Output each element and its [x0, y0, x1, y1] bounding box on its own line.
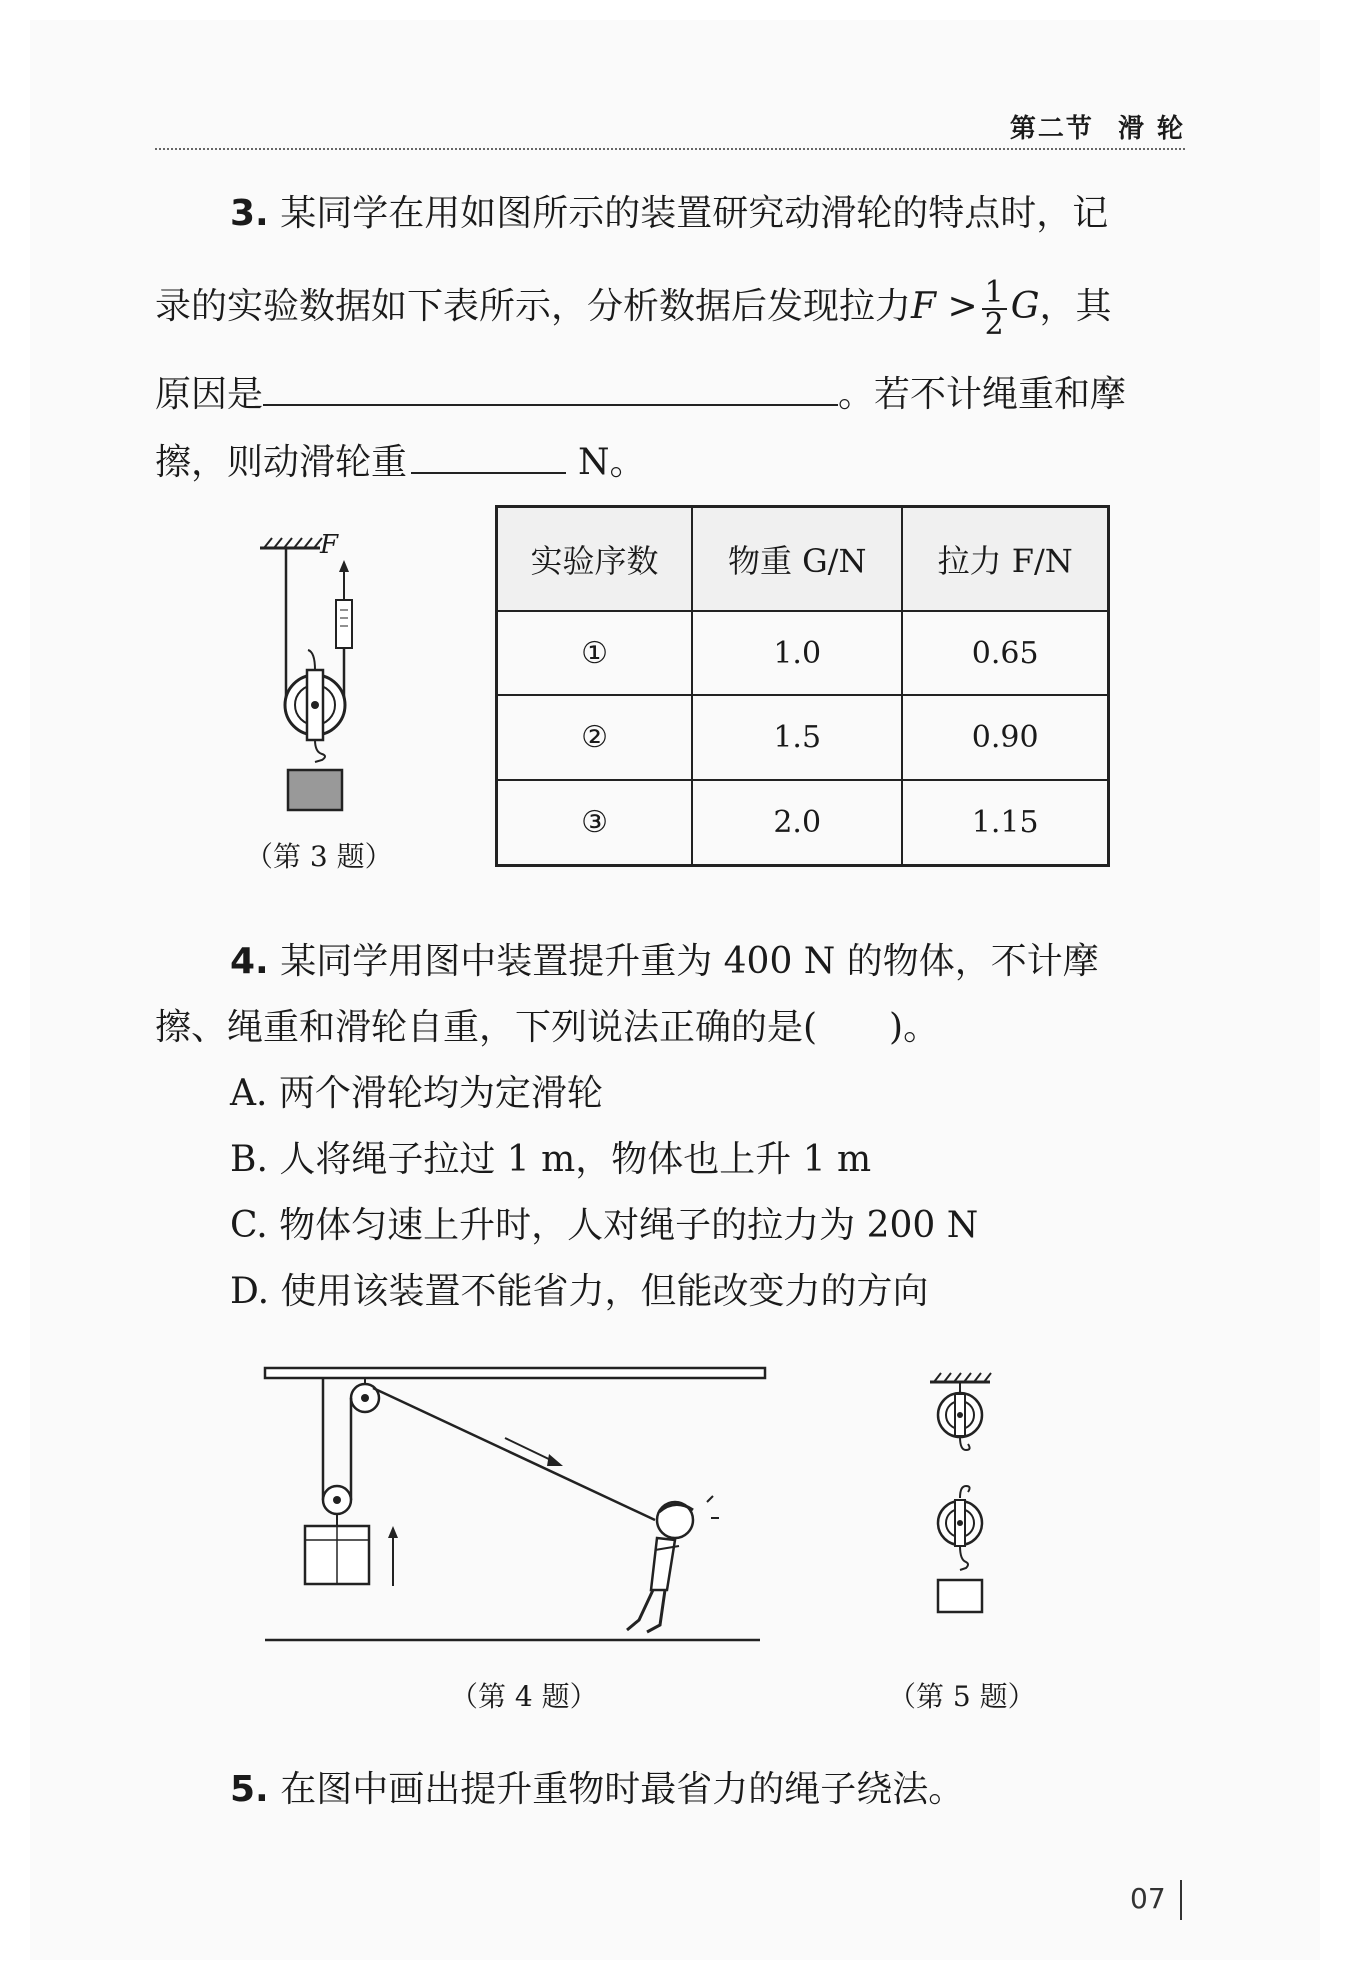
q3-line-2 — [155, 275, 1112, 342]
table-row — [497, 695, 1109, 779]
q3-answer-blank-1[interactable] — [263, 370, 838, 406]
page-header — [155, 108, 1185, 150]
q3-text-4b: N。 — [578, 442, 646, 483]
q4-number: 4. — [230, 941, 269, 982]
table-cell: 1.0 — [692, 611, 902, 695]
frac-num: 1 — [982, 278, 1007, 310]
q3-pulley-figure — [250, 530, 400, 820]
table-header: 拉力 F/N — [902, 507, 1108, 612]
table-cell: 0.65 — [902, 611, 1108, 695]
q3-text-2a: 录的实验数据如下表所示，分析数据后发现拉力 — [155, 286, 912, 327]
q3-F: F — [911, 286, 936, 327]
q3-line-4 — [155, 438, 646, 485]
table-cell: 2.0 — [692, 780, 902, 866]
q5-pulley-figure — [910, 1370, 1010, 1640]
q3-number: 3. — [230, 193, 269, 234]
q3-gt: > — [936, 286, 978, 327]
q3-text-3b: 。若不计绳重和摩 — [838, 374, 1127, 415]
q3-text-3a: 原因是 — [155, 374, 264, 415]
q4-option-a[interactable]: A. 两个滑轮均为定滑轮 — [230, 1073, 603, 1114]
q3-data-table — [495, 505, 1110, 867]
table-header: 物重 G/N — [692, 507, 902, 612]
q4-option-d[interactable]: D. 使用该装置不能省力，但能改变力的方向 — [230, 1271, 929, 1312]
q4-option-c[interactable]: C. 物体匀速上升时，人对绳子的拉力为 200 N — [230, 1205, 979, 1246]
table-cell: 0.90 — [902, 695, 1108, 779]
q3-text-4a: 擦，则动滑轮重 — [155, 442, 408, 483]
table-cell: ② — [497, 695, 693, 779]
q4-text-1: 某同学用图中装置提升重为 400 N 的物体，不计摩 — [280, 941, 1099, 982]
q4-option-b[interactable]: B. 人将绳子拉过 1 m，物体也上升 1 m — [230, 1139, 872, 1180]
section-name: 滑 轮 — [1117, 114, 1185, 144]
table-cell: 1.5 — [692, 695, 902, 779]
section-title — [1010, 108, 1185, 145]
q5-caption: （第 5 题） — [888, 1680, 1036, 1713]
q5-number: 5. — [230, 1769, 269, 1810]
page-number-divider — [1180, 1880, 1182, 1920]
table-header: 实验序数 — [497, 507, 693, 612]
q3-answer-blank-2[interactable] — [411, 438, 566, 474]
q3-force-label: F — [320, 530, 339, 560]
q4-caption: （第 4 题） — [450, 1680, 598, 1713]
q3-fraction — [982, 275, 1007, 342]
q3-G: G — [1010, 286, 1040, 327]
table-cell: ① — [497, 611, 693, 695]
table-cell: 1.15 — [902, 780, 1108, 866]
q4-line-1 — [230, 940, 1099, 984]
q3-caption: （第 3 题） — [245, 840, 393, 873]
q3-text-2end: ，其 — [1039, 286, 1112, 327]
q5-line-1 — [230, 1768, 964, 1812]
table-header-row — [497, 507, 1109, 612]
q3-line-3 — [155, 370, 1126, 417]
frac-den: 2 — [984, 307, 1004, 342]
section-label: 第二节 — [1009, 114, 1094, 144]
q3-line-1 — [230, 192, 1108, 236]
page-number: 07 — [1130, 1882, 1166, 1915]
q5-text: 在图中画出提升重物时最省力的绳子绕法。 — [280, 1769, 965, 1810]
table-row — [497, 780, 1109, 866]
q3-text-1: 某同学在用如图所示的装置研究动滑轮的特点时，记 — [280, 193, 1109, 234]
q4-line-2: 擦、绳重和滑轮自重，下列说法正确的是( )。 — [155, 1007, 940, 1048]
q4-pulley-figure — [255, 1350, 775, 1650]
table-cell: ③ — [497, 780, 693, 866]
table-row — [497, 611, 1109, 695]
